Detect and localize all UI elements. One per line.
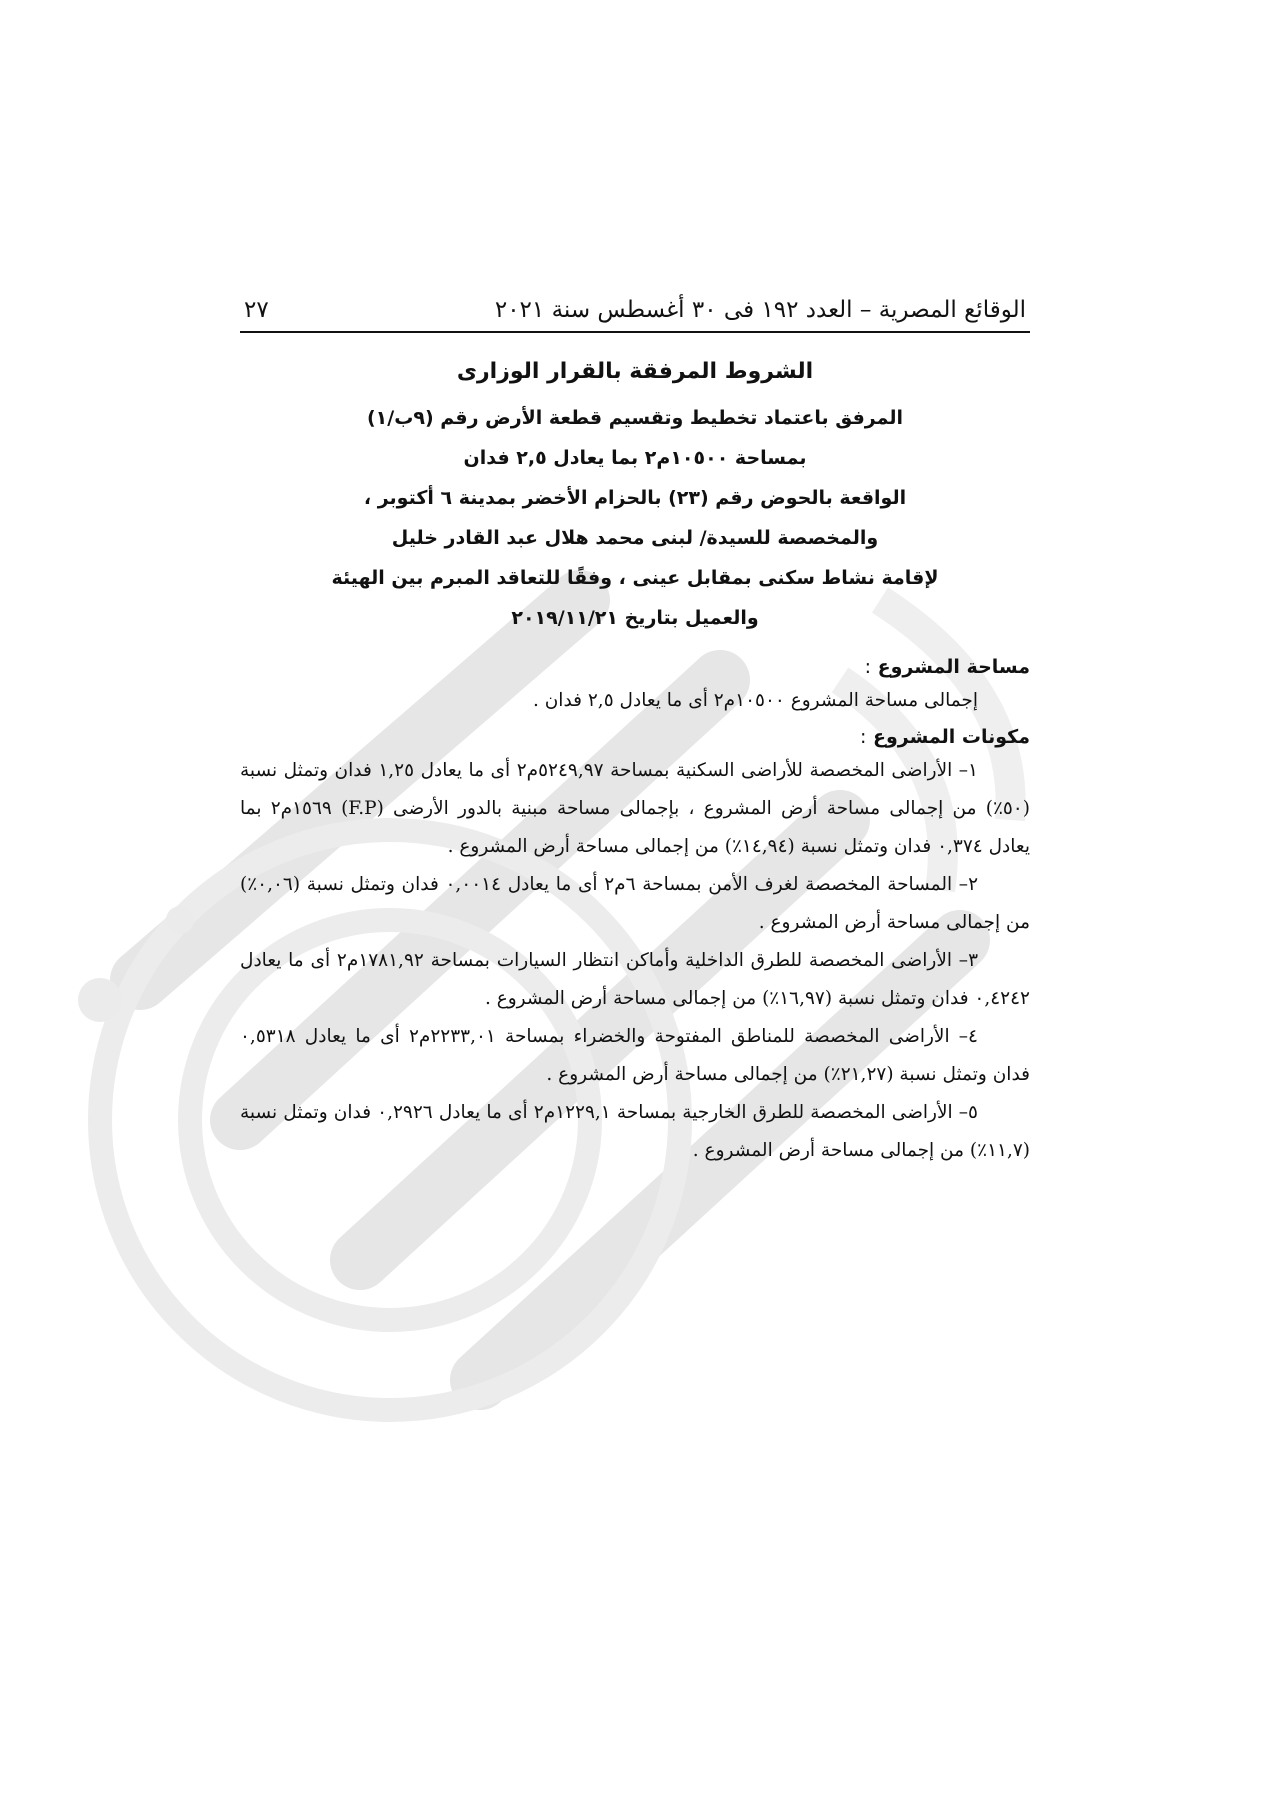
running-header (240, 285, 1030, 333)
area-paragraph: إجمالى مساحة المشروع ١٠٥٠٠م٢ أى ما يعادل ٢,٥ فدان . (532, 690, 978, 711)
section-heading-text: مكونات المشروع (872, 726, 1030, 748)
component-item: ٤– الأراضى المخصصة للمناطق المفتوحة والخضراء بمساحة ٢٢٣٣,٠١م٢ أى ما يعادل ٠,٥٣١٨ فدان وتمثل نسبة (٢١,٢٧٪) من إجمالى مساحة أرض المشروع . (240, 1026, 1030, 1085)
component-item: ١– الأراضى المخصصة للأراضى السكنية بمساحة ٥٢٤٩,٩٧م٢ أى ما يعادل ١,٢٥ فدان وتمثل نسبة (٥٠٪) من إجمالى مساحة أرض المشروع ، بإجمالى مساحة مبنية بالدور الأرضى (F.P) ١٥٦٩م٢ بما يعادل ٠,٣٧٤ فدان وتمثل نسبة (١٤,٩٤٪) من إجمالى مساحة أرض المشروع . (240, 760, 1030, 857)
heading-colon: : (859, 726, 867, 748)
section-heading-area (240, 656, 1030, 678)
component-item: ٣– الأراضى المخصصة للطرق الداخلية وأماكن انتظار السيارات بمساحة ١٧٨١,٩٢م٢ أى ما يعادل ٠,٤٢٤٢ فدان وتمثل نسبة (١٦,٩٧٪) من إجمالى مساحة أرض المشروع . (240, 950, 1030, 1009)
title-line: بمساحة ١٠٥٠٠م٢ بما يعادل ٢,٥ فدان (463, 447, 807, 469)
title-line: الواقعة بالحوض رقم (٢٣) بالحزام الأخضر بمدينة ٦ أكتوبر ، (363, 487, 907, 509)
component-item: ٥– الأراضى المخصصة للطرق الخارجية بمساحة ١٢٢٩,١م٢ أى ما يعادل ٠,٢٩٢٦ فدان وتمثل نسبة (١١,٧٪) من إجمالى مساحة أرض المشروع . (240, 1102, 1030, 1161)
component-item: ٢– المساحة المخصصة لغرف الأمن بمساحة ٦م٢ أى ما يعادل ٠,٠٠١٤ فدان وتمثل نسبة (٠,٠٦٪) من إجمالى مساحة أرض المشروع . (240, 874, 1030, 933)
heading-colon: : (864, 656, 871, 678)
title-block (240, 359, 1030, 638)
title-line: والمخصصة للسيدة/ لبنى محمد هلال عبد القادر خليل (391, 527, 879, 549)
title-line: المرفق باعتماد تخطيط وتقسيم قطعة الأرض رقم (٩ب/١) (366, 407, 903, 429)
running-title: الوقائع المصرية – العدد ١٩٢ فى ٣٠ أغسطس سنة ٢٠٢١ (494, 297, 1026, 323)
title-line: لإقامة نشاط سكنى بمقابل عينى ، وفقًا للتعاقد المبرم بين الهيئة (331, 567, 939, 589)
page-number: ٢٧ (244, 297, 269, 323)
section-heading-components (240, 726, 1030, 748)
section-heading-text: مساحة المشروع (877, 656, 1030, 678)
title-line: والعميل بتاريخ ٢٠١٩/١١/٢١ (511, 607, 759, 629)
document-page (240, 285, 1030, 1170)
document-title: الشروط المرفقة بالقرار الوزارى (456, 359, 814, 384)
